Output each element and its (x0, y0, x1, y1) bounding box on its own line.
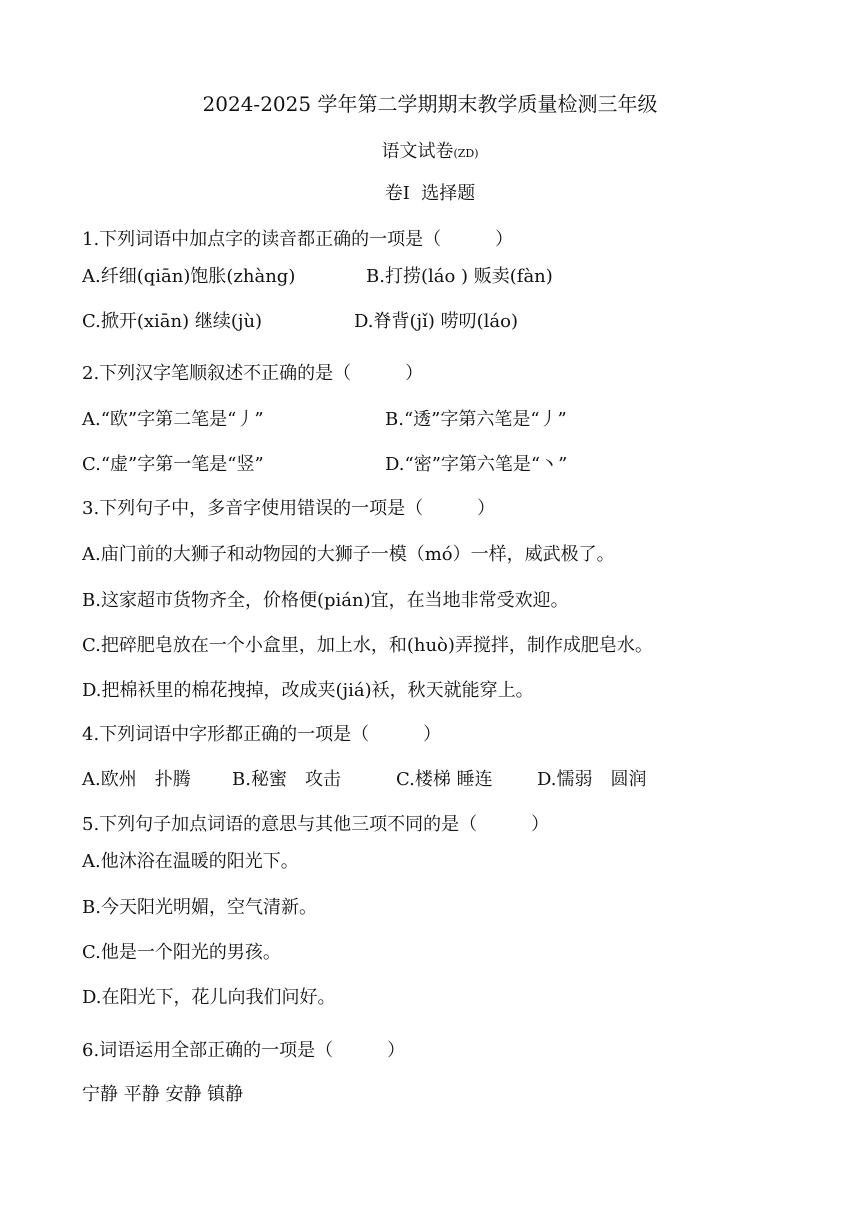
question-2-option-d: D.“密”字第六笔是“丶” (385, 454, 568, 475)
subtitle-tag: (ZD) (453, 147, 479, 160)
question-6-stem: 6.词语运用全部正确的一项是（ ） (82, 1040, 406, 1061)
question-2-option-c: C.“虚”字第一笔是“竖” (82, 454, 264, 475)
question-1-stem: 1.下列词语中加点字的读音都正确的一项是（ ） (82, 229, 514, 250)
question-1-option-d: D.脊背(jǐ) 唠叨(láo) (354, 311, 518, 332)
exam-subtitle (0, 140, 860, 166)
question-5-option-b: B.今天阳光明媚，空气清新。 (82, 897, 317, 918)
question-3-option-c: C.把碎肥皂放在一个小盒里，加上水，和(huò)弄搅拌，制作成肥皂水。 (82, 635, 653, 656)
question-4-option-b: B.秘蜜 攻击 (232, 769, 341, 790)
question-3-stem: 3.下列句子中，多音字使用错误的一项是（ ） (82, 498, 496, 519)
question-5-option-d: D.在阳光下，花儿向我们问好。 (82, 987, 336, 1008)
question-4-option-c: C.楼梯 睡连 (396, 769, 493, 790)
question-1-option-b: B.打捞(láo ) 贩卖(fàn) (366, 266, 553, 287)
question-2-option-b: B.“透”字第六笔是“丿” (385, 409, 567, 430)
question-3-option-a: A.庙门前的大狮子和动物园的大狮子一模（mó）一样，威武极了。 (82, 544, 615, 565)
question-4-option-d: D.懦弱 圆润 (537, 769, 647, 790)
question-1-option-c: C.掀开(xiān) 继续(jù) (82, 311, 263, 332)
question-1-option-a: A.纤细(qiān)饱胀(zhàng) (82, 266, 296, 287)
question-6-words: 宁静 平静 安静 镇静 (82, 1084, 244, 1105)
question-5-stem: 5.下列句子加点词语的意思与其他三项不同的是（ ） (82, 814, 550, 835)
question-5-option-a: A.他沐浴在温暖的阳光下。 (82, 851, 299, 872)
question-4-option-a: A.欧州 扑腾 (82, 769, 191, 790)
subtitle-text: 语文试卷 (381, 141, 454, 162)
question-2-option-a: A.“欧”字第二笔是“丿” (82, 409, 264, 430)
question-2-stem: 2.下列汉字笔顺叙述不正确的是（ ） (82, 363, 424, 384)
question-3-option-b: B.这家超市货物齐全，价格便(pián)宜，在当地非常受欢迎。 (82, 590, 569, 611)
question-5-option-c: C.他是一个阳光的男孩。 (82, 942, 281, 963)
section-heading: 卷Ⅰ 选择题 (384, 183, 476, 204)
exam-title: 2024-2025 学年第二学期期末教学质量检测三年级 (202, 92, 658, 116)
question-3-option-d: D.把棉袄里的棉花拽掉，改成夹(jiá)袄，秋天就能穿上。 (82, 680, 534, 701)
question-4-stem: 4.下列词语中字形都正确的一项是（ ） (82, 724, 442, 745)
